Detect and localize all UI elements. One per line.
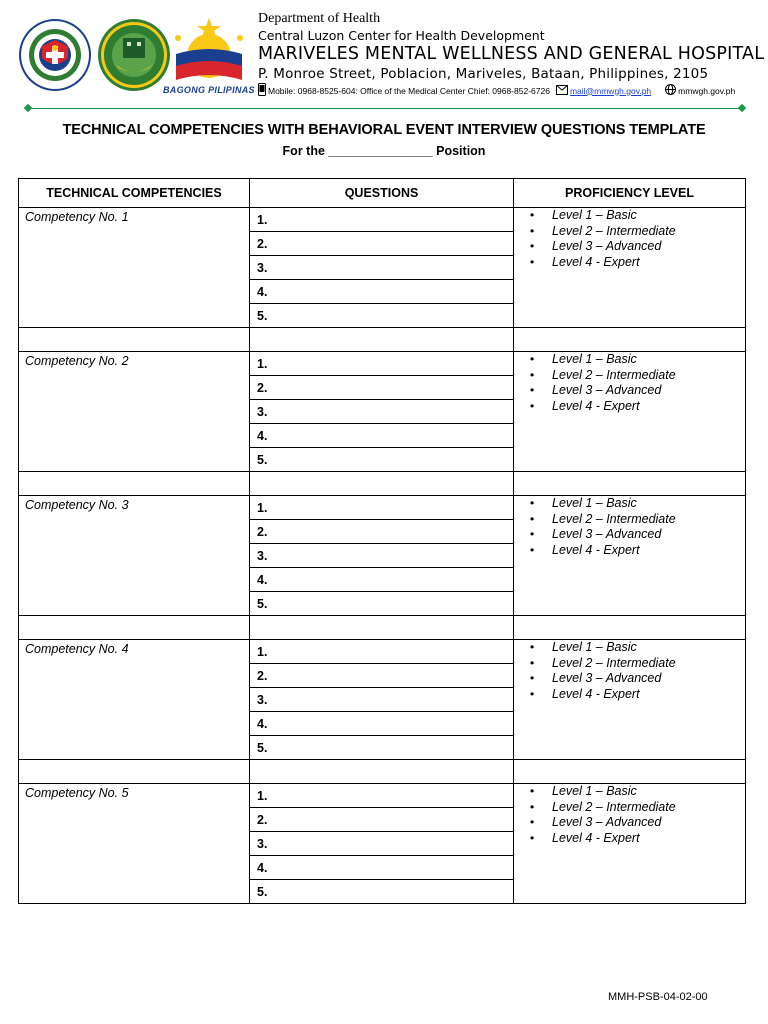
question-field[interactable]: 4. xyxy=(250,424,514,448)
question-field[interactable]: 3. xyxy=(250,256,514,280)
question-field[interactable]: 5. xyxy=(250,592,514,616)
blank-cell[interactable] xyxy=(19,328,250,352)
proficiency-level-item[interactable]: • Level 1 – Basic xyxy=(552,496,745,512)
blank-cell[interactable] xyxy=(514,472,746,496)
competency-label[interactable]: Competency No. 2 xyxy=(19,352,250,472)
question-field[interactable]: 2. xyxy=(250,376,514,400)
question-field[interactable]: 1. xyxy=(250,352,514,376)
proficiency-level-item[interactable]: • Level 3 – Advanced xyxy=(552,671,745,687)
proficiency-level-item[interactable]: • Level 2 – Intermediate xyxy=(552,224,745,240)
question-field[interactable]: 2. xyxy=(250,520,514,544)
proficiency-levels xyxy=(514,208,746,328)
question-field[interactable]: 4. xyxy=(250,568,514,592)
blank-cell[interactable] xyxy=(19,760,250,784)
blank-cell[interactable] xyxy=(250,616,514,640)
proficiency-level-item[interactable]: • Level 2 – Intermediate xyxy=(552,656,745,672)
position-line[interactable]: For the _______________ Position xyxy=(282,144,486,158)
proficiency-level-item[interactable]: • Level 2 – Intermediate xyxy=(552,800,745,816)
spacer-row xyxy=(19,472,746,496)
department-name: Department of Health xyxy=(258,11,381,26)
proficiency-level-item[interactable]: • Level 1 – Basic xyxy=(552,784,745,800)
question-field[interactable]: 3. xyxy=(250,400,514,424)
question-row xyxy=(19,640,746,664)
question-field[interactable]: 1. xyxy=(250,640,514,664)
doh-seal-logo xyxy=(18,18,92,92)
proficiency-levels xyxy=(514,784,746,904)
contact-line xyxy=(258,83,735,98)
blank-cell[interactable] xyxy=(514,760,746,784)
question-field[interactable]: 1. xyxy=(250,208,514,232)
question-field[interactable]: 5. xyxy=(250,736,514,760)
question-field[interactable]: 4. xyxy=(250,856,514,880)
proficiency-level-item[interactable]: • Level 1 – Basic xyxy=(552,208,745,224)
mail-icon xyxy=(556,85,568,97)
proficiency-level-item[interactable]: • Level 4 - Expert xyxy=(552,687,745,703)
question-field[interactable]: 4. xyxy=(250,712,514,736)
competency-table xyxy=(18,178,746,904)
header-technical-competencies: TECHNICAL COMPETENCIES xyxy=(19,179,250,208)
question-row xyxy=(19,496,746,520)
divider-diamond-right xyxy=(738,104,746,112)
proficiency-level-item[interactable]: • Level 3 – Advanced xyxy=(552,815,745,831)
proficiency-level-item[interactable]: • Level 1 – Basic xyxy=(552,640,745,656)
proficiency-levels xyxy=(514,496,746,616)
table-header-row xyxy=(19,179,746,208)
proficiency-level-item[interactable]: • Level 1 – Basic xyxy=(552,352,745,368)
competency-label[interactable]: Competency No. 4 xyxy=(19,640,250,760)
divider-diamond-left xyxy=(24,104,32,112)
blank-cell[interactable] xyxy=(250,328,514,352)
contact-email-link[interactable]: mail@mmwgh.gov.ph xyxy=(569,85,652,96)
question-field[interactable]: 2. xyxy=(250,808,514,832)
proficiency-level-list xyxy=(514,496,745,558)
spacer-row xyxy=(19,616,746,640)
question-row xyxy=(19,208,746,232)
header-proficiency-level: PROFICIENCY LEVEL xyxy=(514,179,746,208)
proficiency-level-list xyxy=(514,640,745,702)
blank-cell[interactable] xyxy=(514,616,746,640)
hospital-address: P. Monroe Street, Poblacion, Mariveles, Bataan, Philippines, 2105 xyxy=(258,66,709,82)
proficiency-level-item[interactable]: • Level 2 – Intermediate xyxy=(552,368,745,384)
bagong-pilipinas-logo xyxy=(163,14,255,100)
proficiency-level-item[interactable]: • Level 4 - Expert xyxy=(552,255,745,271)
competency-label[interactable]: Competency No. 1 xyxy=(19,208,250,328)
competency-label[interactable]: Competency No. 5 xyxy=(19,784,250,904)
clchd-seal-logo xyxy=(97,18,171,92)
blank-cell[interactable] xyxy=(250,760,514,784)
header-questions: QUESTIONS xyxy=(250,179,514,208)
proficiency-level-item[interactable]: • Level 3 – Advanced xyxy=(552,383,745,399)
question-field[interactable]: 4. xyxy=(250,280,514,304)
question-field[interactable]: 1. xyxy=(250,784,514,808)
question-field[interactable]: 2. xyxy=(250,232,514,256)
proficiency-level-item[interactable]: • Level 3 – Advanced xyxy=(552,239,745,255)
proficiency-level-item[interactable]: • Level 3 – Advanced xyxy=(552,527,745,543)
question-field[interactable]: 2. xyxy=(250,664,514,688)
proficiency-level-item[interactable]: • Level 4 - Expert xyxy=(552,831,745,847)
competency-label[interactable]: Competency No. 3 xyxy=(19,496,250,616)
document-title: TECHNICAL COMPETENCIES WITH BEHAVIORAL EVENT INTERVIEW QUESTIONS TEMPLATE xyxy=(62,122,706,138)
blank-cell[interactable] xyxy=(19,616,250,640)
blank-cell[interactable] xyxy=(514,328,746,352)
spacer-row xyxy=(19,328,746,352)
proficiency-level-item[interactable]: • Level 2 – Intermediate xyxy=(552,512,745,528)
proficiency-level-item[interactable]: • Level 4 - Expert xyxy=(552,399,745,415)
header-divider xyxy=(28,108,742,109)
question-field[interactable]: 1. xyxy=(250,496,514,520)
proficiency-levels xyxy=(514,352,746,472)
center-name: Central Luzon Center for Health Development xyxy=(258,28,545,43)
proficiency-levels xyxy=(514,640,746,760)
question-field[interactable]: 5. xyxy=(250,304,514,328)
contact-phone: Mobile: 0968-8525-604: Office of the Medical Center Chief: 0968-852-6726 xyxy=(268,85,550,96)
question-field[interactable]: 3. xyxy=(250,688,514,712)
competency-table-body xyxy=(19,208,746,904)
question-row xyxy=(19,352,746,376)
letterhead xyxy=(258,10,764,83)
proficiency-level-list xyxy=(514,208,745,270)
mobile-phone-icon xyxy=(258,83,266,98)
question-field[interactable]: 3. xyxy=(250,544,514,568)
question-field[interactable]: 5. xyxy=(250,880,514,904)
question-field[interactable]: 3. xyxy=(250,832,514,856)
bagong-pilipinas-label: BAGONG PILIPINAS xyxy=(163,85,255,95)
question-field[interactable]: 5. xyxy=(250,448,514,472)
question-row xyxy=(19,784,746,808)
globe-icon xyxy=(665,84,676,97)
form-code: MMH-PSB-04-02-00 xyxy=(608,991,708,1003)
hospital-name: MARIVELES MENTAL WELLNESS AND GENERAL HOSPITAL xyxy=(258,44,765,64)
proficiency-level-list xyxy=(514,352,745,414)
proficiency-level-list xyxy=(514,784,745,846)
blank-cell[interactable] xyxy=(19,472,250,496)
spacer-row xyxy=(19,760,746,784)
blank-cell[interactable] xyxy=(250,472,514,496)
contact-website: mmwgh.gov.ph xyxy=(678,85,736,96)
proficiency-level-item[interactable]: • Level 4 - Expert xyxy=(552,543,745,559)
